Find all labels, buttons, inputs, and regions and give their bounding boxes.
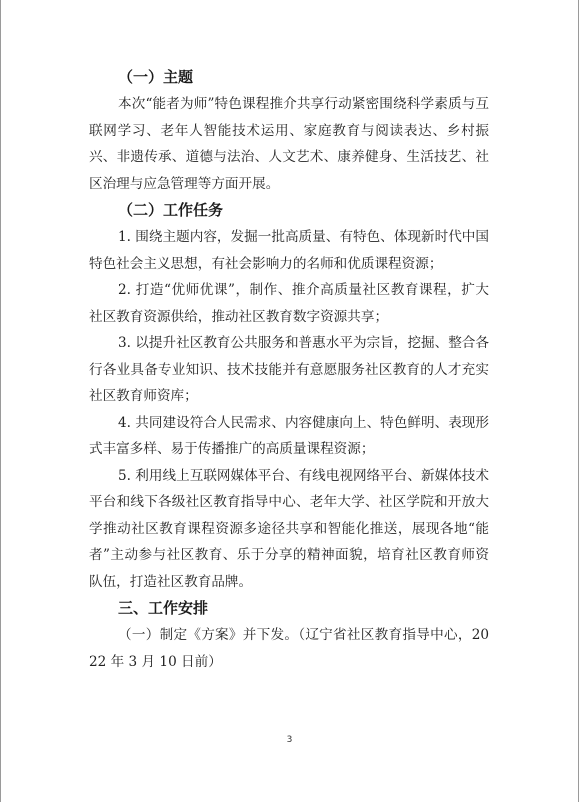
- task-item-1: 1. 围绕主题内容，发掘一批高质量、有特色、体现新时代中国特色社会主义思想，有社会影响力的名师和优质课程资源；: [89, 229, 489, 272]
- task-item-4: 4. 共同建设符合人民需求、内容健康向上、特色鲜明、表现形式丰富多样、易于传播推广的高质量课程资源；: [89, 414, 489, 457]
- arrangement-paragraph: （一）制定《方案》并下发。（辽宁省社区教育指导中心，2022 年 3 月 10 日前）: [89, 627, 489, 670]
- document-body: [89, 64, 489, 675]
- section-heading-arrangement: 三、工作安排: [118, 599, 209, 617]
- section-heading-theme: （一）主题: [118, 68, 194, 86]
- page-left-edge: [0, 0, 1, 802]
- section-heading-tasks: （二）工作任务: [118, 201, 224, 219]
- theme-paragraph: 本次“能者为师”特色课程推介共享行动紧密围绕科学素质与互联网学习、老年人智能技术运用、家庭教育与阅读表达、乡村振兴、非遗传承、道德与法治、人文艺术、康养健身、生活技艺、社区治理与应急管理等方面开展。: [89, 96, 489, 192]
- task-item-2: 2. 打造“优师优课”，制作、推介高质量社区教育课程，扩大社区教育资源供给，推动社区教育数字资源共享；: [89, 282, 489, 325]
- page-number: 3: [286, 735, 293, 745]
- task-item-3: 3. 以提升社区教育公共服务和普惠水平为宗旨，挖掘、整合各行各业具备专业知识、技术技能并有意愿服务社区教育的人才充实社区教育师资库；: [89, 335, 489, 404]
- task-item-5: 5. 利用线上互联网媒体平台、有线电视网络平台、新媒体技术平台和线下各级社区教育指导中心、老年大学、社区学院和开放大学推动社区教育课程资源多途径共享和智能化推送，展现各地“能者”主动参与社区教育、乐于分享的精神面貌，培育社区教育师资队伍，打造社区教育品牌。: [89, 467, 489, 590]
